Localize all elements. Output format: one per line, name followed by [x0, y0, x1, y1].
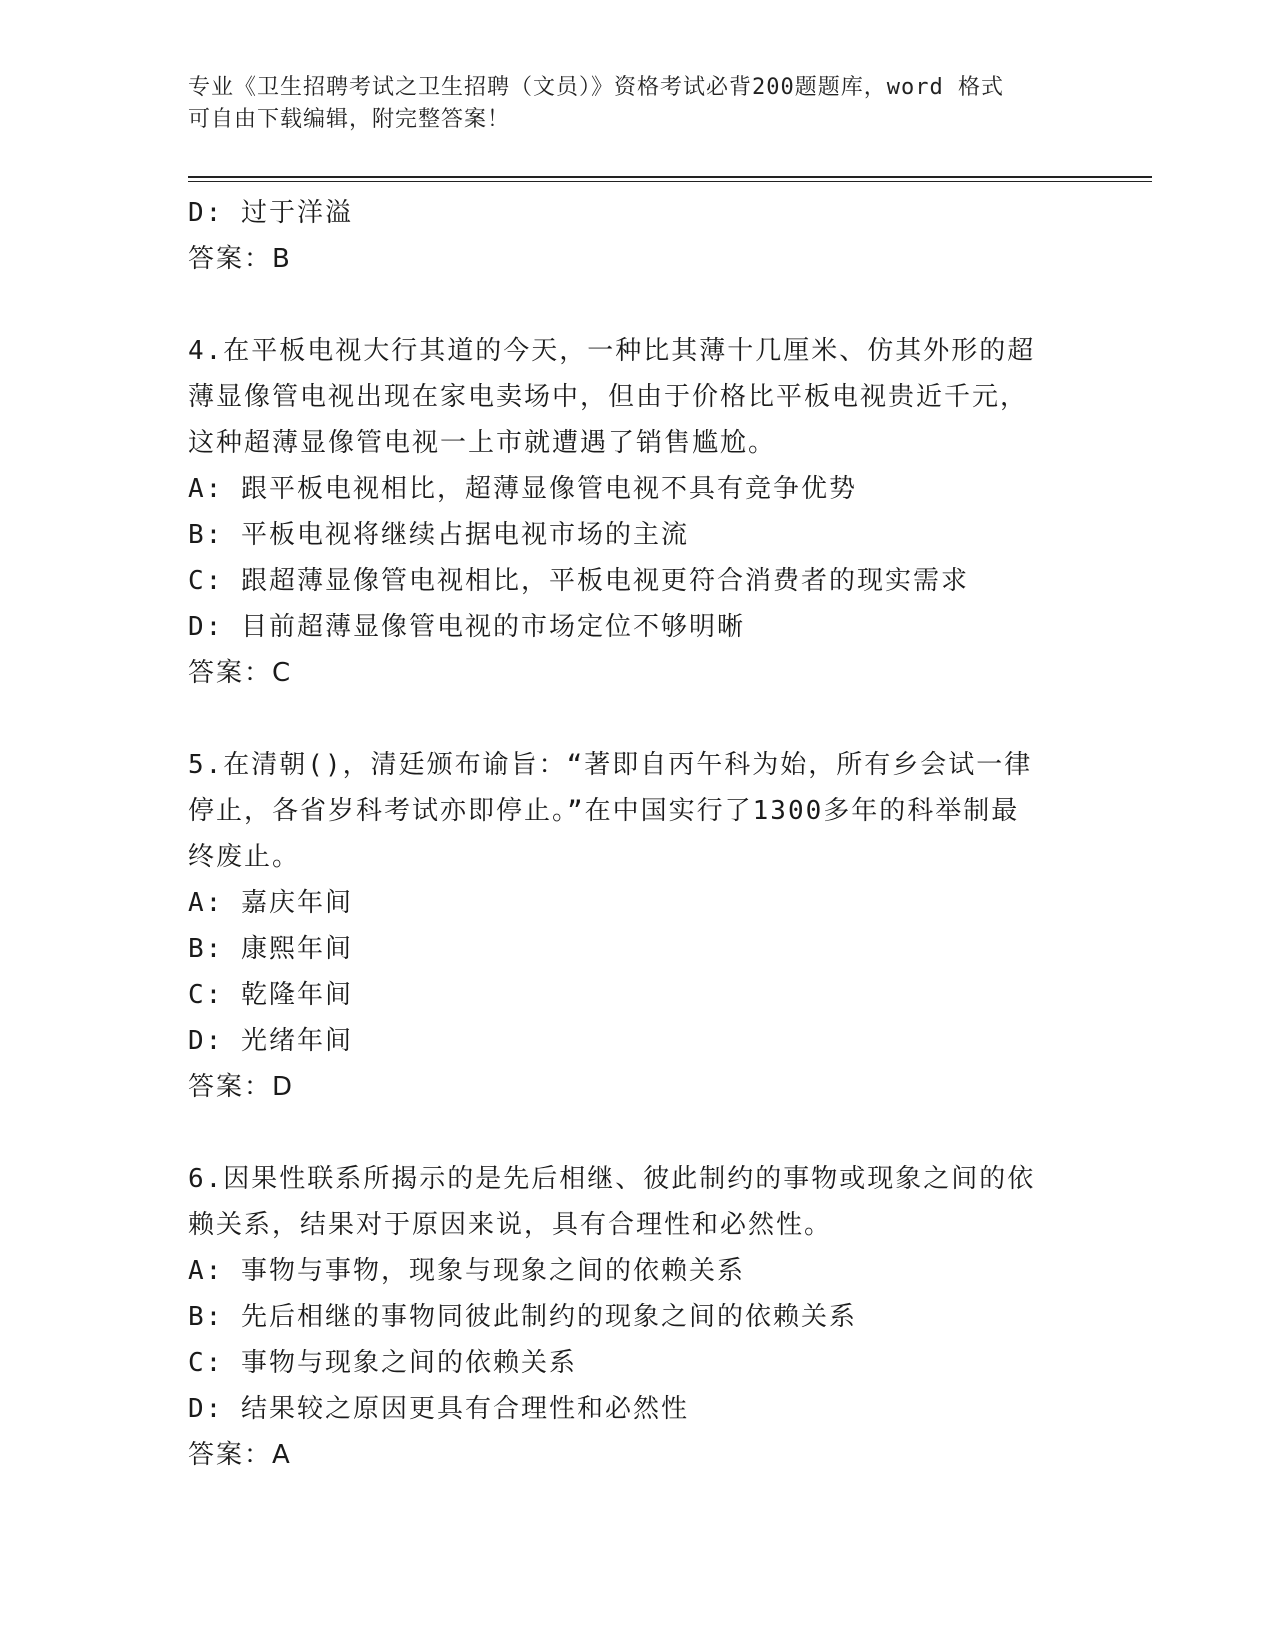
header-divider-thick — [188, 176, 1152, 178]
option-d: D: 过于洋溢 — [188, 198, 353, 228]
option-b: B: 平板电视将继续占据电视市场的主流 — [188, 520, 689, 550]
spacer — [188, 282, 1088, 328]
question-5 — [188, 742, 1088, 1110]
option-b: B: 先后相继的事物同彼此制约的现象之间的依赖关系 — [188, 1302, 857, 1332]
answer-line: 答案：C — [188, 658, 293, 688]
option-c: C: 事物与现象之间的依赖关系 — [188, 1348, 577, 1378]
header-title-line-2: 可自由下载编辑，附完整答案！ — [188, 107, 511, 132]
document-header — [188, 72, 1068, 136]
spacer — [188, 1110, 1088, 1156]
answer-line: 答案：B — [188, 244, 292, 274]
question-6 — [188, 1156, 1088, 1478]
header-divider-thin — [188, 181, 1152, 182]
question-stem-line: 赖关系，结果对于原因来说，具有合理性和必然性。 — [188, 1210, 833, 1240]
question-stem-line: 停止，各省岁科考试亦即停止。”在中国实行了1300多年的科举制最 — [188, 796, 1020, 826]
question-stem-line: 5.在清朝()，清廷颁布谕旨：“著即自丙午科为始，所有乡会试一律 — [188, 750, 1033, 780]
question-stem-line: 终废止。 — [188, 842, 301, 872]
option-d: D: 目前超薄显像管电视的市场定位不够明晰 — [188, 612, 745, 642]
option-c: C: 乾隆年间 — [188, 980, 353, 1010]
option-a: A: 嘉庆年间 — [188, 888, 353, 918]
question-stem-line: 4.在平板电视大行其道的今天，一种比其薄十几厘米、仿其外形的超 — [188, 336, 1036, 366]
option-b: B: 康熙年间 — [188, 934, 353, 964]
answer-line: 答案：A — [188, 1440, 292, 1470]
option-a: A: 跟平板电视相比，超薄显像管电视不具有竞争优势 — [188, 474, 857, 504]
spacer — [188, 696, 1088, 742]
option-d: D: 光绪年间 — [188, 1026, 353, 1056]
question-4 — [188, 328, 1088, 696]
option-a: A: 事物与事物，现象与现象之间的依赖关系 — [188, 1256, 745, 1286]
question-stem-line: 薄显像管电视出现在家电卖场中，但由于价格比平板电视贵近千元， — [188, 382, 1029, 412]
question-stem-line: 6.因果性联系所揭示的是先后相继、彼此制约的事物或现象之间的依 — [188, 1164, 1036, 1194]
answer-line: 答案：D — [188, 1072, 295, 1102]
option-d: D: 结果较之原因更具有合理性和必然性 — [188, 1394, 689, 1424]
question-stem-line: 这种超薄显像管电视一上市就遭遇了销售尴尬。 — [188, 428, 777, 458]
option-c: C: 跟超薄显像管电视相比，平板电视更符合消费者的现实需求 — [188, 566, 969, 596]
prev-question-tail — [188, 190, 1088, 282]
question-content — [188, 190, 1088, 1478]
header-title-line-1: 专业《卫生招聘考试之卫生招聘（文员）》资格考试必背200题题库，word 格式 — [188, 75, 1004, 100]
